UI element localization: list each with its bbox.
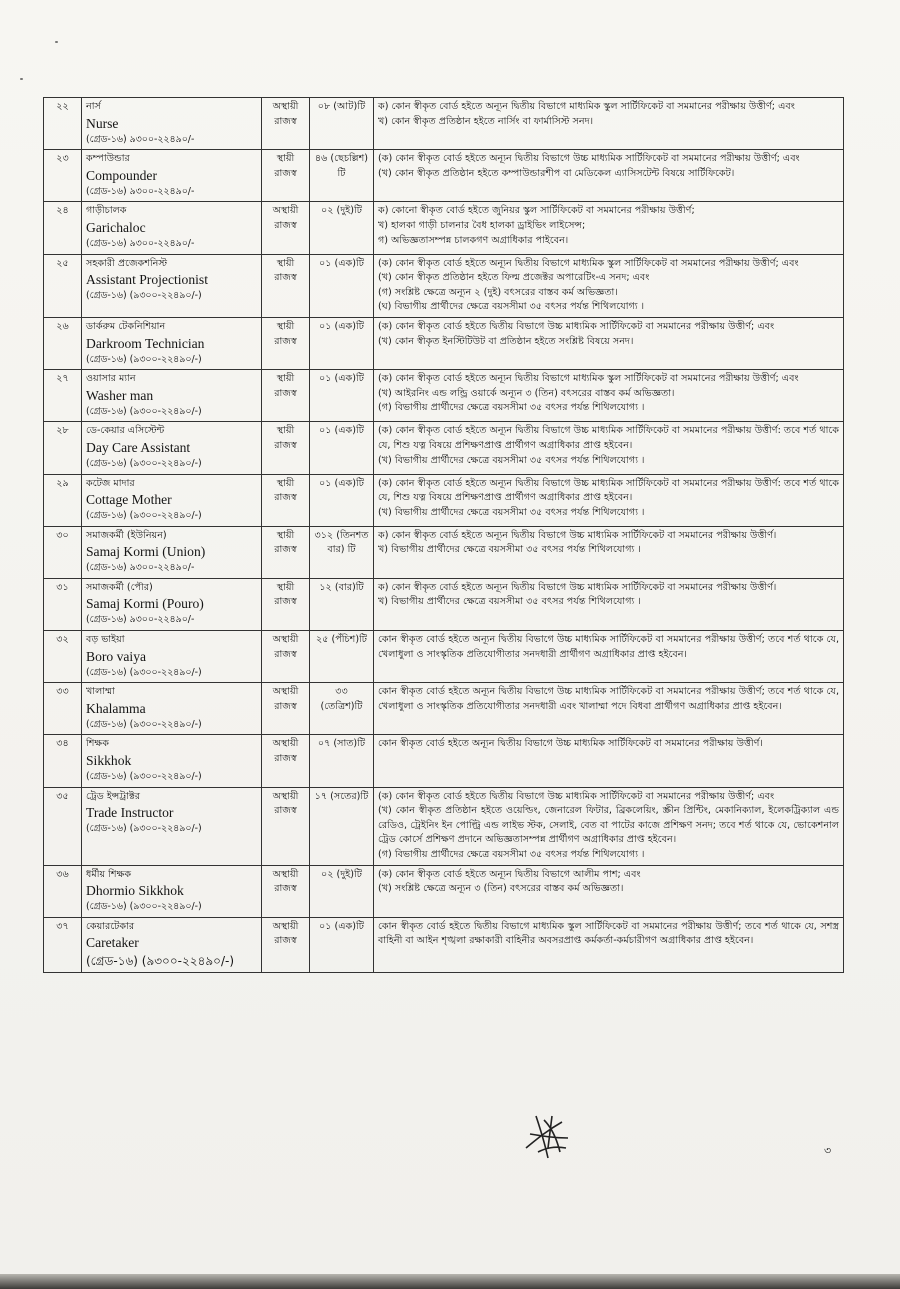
post-name-bangla: কটেজ মাদার — [86, 477, 135, 489]
requirements-cell — [374, 254, 844, 317]
post-type-cell — [262, 526, 310, 578]
post-name-english: Samaj Kormi (Pouro) — [86, 596, 204, 612]
post-count-cell — [310, 150, 374, 202]
post-count-cell — [310, 202, 374, 254]
post-count: ০১ (এক)টি — [319, 373, 364, 385]
requirement-item: (খ) বিভাগীয় প্রার্থীদের ক্ষেত্রে বয়সসীমা ৩৫ বৎসর পর্যন্ত শিথিলযোগ্য । — [378, 506, 645, 518]
requirement-item: (খ) কোন স্বীকৃত প্রতিষ্ঠান হইতে কম্পাউন্ডারশীপ বা মেডিকেল এ্যাসিসটেন্ট বিষয়ে সার্টিফিকেট। — [378, 167, 735, 179]
signature — [518, 1108, 578, 1168]
post-count: ০১ (এক)টি — [319, 320, 364, 332]
requirement-item: (ক) কোন স্বীকৃত বোর্ড হইতে দ্বিতীয় বিভাগে উচ্চ মাধ্যমিক সার্টিফিকেট বা সমমানের পরীক্ষায় উত্তীর্ণ; এবং — [378, 790, 775, 802]
table-row — [44, 787, 844, 865]
requirements-cell — [374, 865, 844, 917]
post-name-english: Garichaloc — [86, 219, 146, 235]
requirements-cell — [374, 422, 844, 474]
post-type: স্থায়ী রাজস্ব — [274, 425, 297, 451]
post-count: ০২ (দুই)টি — [320, 205, 362, 217]
pay-grade: (গ্রেড-১৬) ৯৩০০-২২৪৯০/- — [86, 185, 195, 197]
post-type: স্থায়ী রাজস্ব — [274, 581, 297, 608]
post-name-bangla: গাড়ীচালক — [86, 205, 127, 217]
requirement-item: ক) কোন স্বীকৃত বোর্ড হইতে অন্যূন দ্বিতীয় বিভাগে উচ্চ মাধ্যমিক সার্টিফিকেট বা সমমানের পরীক্ষায় উত্তীর্ণ। — [378, 581, 777, 593]
post-count-cell — [310, 526, 374, 578]
requirement-item: (ঘ) বিভাগীয় প্রার্থীদের ক্ষেত্রে বয়সসীমা ৩৫ বৎসর পর্যন্ত শিথিলযোগ্য । — [378, 301, 645, 313]
post-count: ২৫ (পঁচিশ)টি — [315, 634, 368, 646]
post-type: অস্থায়ী রাজস্ব — [272, 738, 299, 765]
requirement-item: ক) কোন স্বীকৃত বোর্ড হইতে অন্যূন দ্বিতীয় বিভাগে উচ্চ মাধ্যমিক সার্টিফিকেট বা সমমানের পরীক্ষায় উত্তীর্ণ। — [378, 529, 777, 541]
serial-cell — [44, 202, 82, 254]
post-name-bangla: সমাজকর্মী (পৌর) — [86, 581, 153, 593]
serial-cell — [44, 865, 82, 917]
pay-grade: (গ্রেড-১৬) (৯৩০০-২২৪৯০/-) — [86, 405, 202, 417]
serial-number: ২৪ — [56, 205, 69, 217]
requirement-item: ক) কোনো স্বীকৃত বোর্ড হইতে জুনিয়র স্কুল সার্টিফিকেট বা সমমানের পরীক্ষায় উত্তীর্ণ; — [378, 205, 695, 217]
post-name-bangla: বড় ভাইয়া — [86, 634, 125, 646]
post-type-cell — [262, 474, 310, 526]
requirements-cell — [374, 474, 844, 526]
post-cell — [82, 787, 262, 865]
post-type-cell — [262, 150, 310, 202]
post-cell — [82, 526, 262, 578]
serial-cell — [44, 578, 82, 630]
post-cell — [82, 422, 262, 474]
post-type: অস্থায়ী রাজস্ব — [272, 101, 299, 127]
serial-cell — [44, 317, 82, 369]
post-count: ১২ (বার)টি — [319, 581, 364, 593]
serial-number: ৩০ — [56, 529, 69, 541]
post-count: ০১ (এক)টি — [319, 920, 364, 932]
post-name-bangla: ডার্করুম টেকনিশিয়ান — [86, 320, 166, 332]
post-type-cell — [262, 370, 310, 422]
serial-number: ৩৩ — [56, 686, 69, 698]
table-row — [44, 631, 844, 683]
post-type-cell — [262, 631, 310, 683]
requirements-cell — [374, 578, 844, 630]
post-name-bangla: খালাম্মা — [86, 686, 115, 698]
post-type-cell — [262, 422, 310, 474]
serial-cell — [44, 422, 82, 474]
post-type-cell — [262, 787, 310, 865]
requirements-cell — [374, 631, 844, 683]
post-count: ০৭ (সাত)টি — [317, 738, 366, 750]
requirement-item: কোন স্বীকৃত বোর্ড হইতে দ্বিতীয় বিভাগে মাধ্যমিক স্কুল সার্টিফিকেট বা সমমানের পরীক্ষায় উত্তীর্ণ; তবে শর্ত থাকে যে, সশস্ত্র বাহিনী বা আইন শৃঙ্খলা রক্ষাকারী বাহিনীর অবসরপ্রাপ্ত কর্মকর্তা-কর্মচারীগণ অগ্রাধিকার প্রাপ্ত হইবেন। — [378, 920, 839, 947]
requirement-item: (ক) কোন স্বীকৃত বোর্ড হইতে অন্যূন দ্বিতীয় বিভাগে উচ্চ মাধ্যমিক সার্টিফিকেট বা সমমানের পরীক্ষায় উত্তীর্ণ; এবং — [378, 153, 800, 165]
pay-grade: (গ্রেড-১৬) (৯৩০০-২২৪৯০/-) — [86, 510, 202, 522]
table-row — [44, 917, 844, 973]
post-name-english: Dhormio Sikkhok — [86, 883, 184, 899]
post-count-cell — [310, 254, 374, 317]
requirement-item: কোন স্বীকৃত বোর্ড হইতে অন্যূন দ্বিতীয় বিভাগে উচ্চ মাধ্যমিক সার্টিফিকেট বা সমমানের পরীক্ষায় উত্তীর্ণ। — [378, 738, 763, 750]
table-row — [44, 98, 844, 150]
requirement-item: (খ) কোন স্বীকৃত ইনস্টিটিউট বা প্রতিষ্ঠান হইতে সংশ্লিষ্ট বিষয়ে সনদ। — [378, 335, 634, 347]
requirements-cell — [374, 317, 844, 369]
post-type-cell — [262, 254, 310, 317]
serial-cell — [44, 150, 82, 202]
post-type: স্থায়ী রাজস্ব — [274, 257, 297, 284]
serial-number: ২৫ — [56, 257, 69, 269]
page-number: ৩ — [824, 1144, 832, 1157]
requirement-item: (ক) কোন স্বীকৃত বোর্ড হইতে অন্যূন দ্বিতীয় বিভাগে উচ্চ মাধ্যমিক সার্টিফিকেট বা সমমানের পরীক্ষায় উত্তীর্ণ: তবে শর্ত থাকে যে, শিশু যত্ন বিষয়ে প্রশিক্ষণপ্রাপ্ত প্রার্থীগণ অগ্রাধিকার প্রাপ্ত হইবেন। — [378, 477, 839, 504]
table-row — [44, 865, 844, 917]
pay-grade: (গ্রেড-১৬) (৯৩০০-২২৪৯০/-) — [86, 666, 202, 678]
serial-number: ৩৫ — [56, 790, 69, 802]
post-count-cell — [310, 735, 374, 787]
post-count-cell — [310, 917, 374, 973]
post-name-english: Compounder — [86, 167, 157, 183]
post-count: ১৭ (সতের)টি — [314, 790, 369, 802]
table-row — [44, 254, 844, 317]
serial-number: ২৭ — [56, 373, 69, 385]
post-count: ৩১২ (তিনশত বার) টি — [314, 529, 369, 556]
post-cell — [82, 578, 262, 630]
post-cell — [82, 865, 262, 917]
pay-grade: (গ্রেড-১৬) ৯৩০০-২২৪৯০/- — [86, 562, 195, 574]
requirement-item: (ক) কোন স্বীকৃত বোর্ড হইতে অন্যূন দ্বিতীয় বিভাগে মাধ্যমিক স্কুল সার্টিফিকেট বা সমমানের পরীক্ষায় উত্তীর্ণ; এবং — [378, 257, 799, 269]
post-type-cell — [262, 865, 310, 917]
post-type-cell — [262, 317, 310, 369]
post-cell — [82, 317, 262, 369]
table-row — [44, 578, 844, 630]
requirements-cell — [374, 370, 844, 422]
post-type: অস্থায়ী রাজস্ব — [272, 634, 299, 660]
job-requirements-table — [43, 97, 844, 973]
post-name-bangla: ডে-কেয়ার এসিস্টেন্ট — [86, 425, 165, 437]
requirements-cell — [374, 150, 844, 202]
post-cell — [82, 631, 262, 683]
post-name-english: Assistant Projectionist — [86, 272, 208, 288]
post-name-english: Sikkhok — [86, 753, 132, 769]
post-count-cell — [310, 317, 374, 369]
post-count: ৩৩ (তেত্রিশ)টি — [320, 686, 363, 712]
post-count: ৪৬ (ছেচল্লিশ) টি — [314, 153, 369, 179]
post-name-bangla: ট্রেড ইন্সট্রাক্টর — [86, 790, 141, 802]
post-type-cell — [262, 98, 310, 150]
post-cell — [82, 683, 262, 735]
post-cell — [82, 202, 262, 254]
post-name-english: Boro vaiya — [86, 648, 147, 664]
post-type: স্থায়ী রাজস্ব — [274, 320, 297, 347]
post-cell — [82, 254, 262, 317]
serial-number: ২৬ — [56, 320, 69, 332]
table-row — [44, 370, 844, 422]
post-name-english: Khalamma — [86, 700, 146, 716]
post-count: ০৮ (আট)টি — [317, 101, 366, 112]
scan-speck — [55, 41, 58, 43]
post-cell — [82, 150, 262, 202]
post-count: ০১ (এক)টি — [319, 425, 364, 437]
post-type-cell — [262, 917, 310, 973]
serial-number: ২২ — [56, 101, 69, 112]
requirement-item: (ক) কোন স্বীকৃত বোর্ড হইতে অন্যূন দ্বিতীয় বিভাগে আলীম পাশ; এবং — [378, 868, 641, 880]
serial-cell — [44, 631, 82, 683]
requirement-item: (ক) কোন স্বীকৃত বোর্ড হইতে দ্বিতীয় বিভাগে উচ্চ মাধ্যমিক সার্টিফিকেট বা সমমানের পরীক্ষায় উত্তীর্ণ; এবং — [378, 320, 775, 332]
serial-cell — [44, 683, 82, 735]
serial-number: ৩৪ — [56, 738, 69, 750]
post-count-cell — [310, 865, 374, 917]
post-cell — [82, 917, 262, 973]
post-cell — [82, 98, 262, 150]
table-row — [44, 474, 844, 526]
serial-cell — [44, 526, 82, 578]
requirement-item: কোন স্বীকৃত বোর্ড হইতে অন্যূন দ্বিতীয় বিভাগে উচ্চ মাধ্যমিক সার্টিফিকেট বা সমমানের পরীক্ষায় উত্তীর্ণ; তবে শর্ত থাকে যে, খেলাধুলা ও সাংস্কৃতিক প্রতিযোগীতার সনদধারী প্রার্থীগণ অগ্রাধিকার প্রাপ্ত হইবেন। — [378, 634, 839, 660]
pay-grade: (গ্রেড-১৬) (৯৩০০-২২৪৯০/-) — [86, 457, 202, 469]
serial-number: ২৯ — [56, 477, 69, 489]
post-count: ০১ (এক)টি — [319, 477, 364, 489]
scan-edge — [0, 1274, 900, 1289]
post-cell — [82, 370, 262, 422]
serial-cell — [44, 98, 82, 150]
requirement-item: (খ) কোন স্বীকৃত প্রতিষ্ঠান হইতে ওয়েল্ডিং, জেনারেল ফিটার, ব্রিকলেয়িং, স্ক্রীন প্রিন্টিং, মেকানিক্যাল, ইলেকট্রিক্যাল এন্ড রেডিও, ট্রেইনিং ইন পোল্ট্রি এন্ড লাইভ স্টক, সেলাই, বেত বা পাটের কাজে প্রশিক্ষণ সনদ; তবে শর্ত থাকে যে, ভোকেশনাল ট্রেড কোর্সে প্রশিক্ষণ প্রদানে অভিজ্ঞতাসম্পন্ন প্রার্থীগণ অগ্রাধিকার প্রাপ্ত হইবেন। — [378, 805, 839, 846]
requirement-item: (ক) কোন স্বীকৃত বোর্ড হইতে অন্যূন দ্বিতীয় বিভাগে উচ্চ মাধ্যমিক সার্টিফিকেট বা সমমানের পরীক্ষায় উত্তীর্ণ: তবে শর্ত থাকে যে, শিশু যত্ন বিষয়ে প্রশিক্ষণপ্রাপ্ত প্রার্থীগণ অগ্রাধিকার প্রাপ্ত হইবেন। — [378, 425, 839, 451]
post-count: ০২ (দুই)টি — [320, 868, 362, 880]
requirement-item: খ) বিভাগীয় প্রার্থীদের ক্ষেত্রে বয়সসীমা ৩৫ বৎসর পর্যন্ত শিথিলযোগ্য । — [378, 544, 641, 556]
serial-number: ৩৬ — [56, 868, 69, 880]
table-row — [44, 202, 844, 254]
post-type-cell — [262, 735, 310, 787]
requirement-item: খ) হালকা গাড়ী চালনার বৈধ হালকা ড্রাইভিং লাইসেন্স; — [378, 219, 586, 231]
requirement-item: (খ) বিভাগীয় প্রার্থীদের ক্ষেত্রে বয়সসীমা ৩৫ বৎসর পর্যন্ত শিথিলযোগ্য । — [378, 454, 645, 466]
post-name-bangla: সহকারী প্রজেকশনিস্ট — [86, 257, 168, 269]
post-name-bangla: ধর্মীয় শিক্ষক — [86, 868, 132, 880]
requirement-item: (খ) সংশ্লিষ্ট ক্ষেত্রে অন্যূন ৩ (তিন) বৎসরের বাস্তব কর্ম অভিজ্ঞতা। — [378, 883, 624, 895]
requirement-item: খ) বিভাগীয় প্রার্থীদের ক্ষেত্রে বয়সসীমা ৩৫ বৎসর পর্যন্ত শিথিলযোগ্য । — [378, 596, 641, 608]
post-count-cell — [310, 422, 374, 474]
post-type: স্থায়ী রাজস্ব — [274, 373, 297, 399]
requirements-cell — [374, 683, 844, 735]
serial-cell — [44, 735, 82, 787]
post-name-english: Darkroom Technician — [86, 335, 205, 351]
pay-grade: (গ্রেড-১৬) (৯৩০০-২২৪৯০/-) — [86, 901, 202, 913]
pay-grade: (গ্রেড-১৬) ৯৩০০-২২৪৯০/- — [86, 614, 195, 626]
post-name-bangla: নার্স — [86, 101, 101, 112]
requirement-item: গ) অভিজ্ঞতাসম্পন্ন চালকগণ অগ্রাধিকার পাইবেন। — [378, 234, 569, 246]
pay-grade: (গ্রেড-১৬) ৯৩০০-২২৪৯০/- — [86, 237, 195, 249]
requirement-item: (ক) কোন স্বীকৃত বোর্ড হইতে অন্যূন দ্বিতীয় বিভাগে মাধ্যমিক স্কুল সার্টিফিকেট বা সমমানের পরীক্ষায় উত্তীর্ণ; এবং — [378, 373, 799, 385]
post-name-bangla: কেয়ারটেকার — [86, 920, 135, 932]
pay-grade: (গ্রেড-১৬) (৯৩০০-২২৪৯০/-) — [86, 718, 202, 730]
post-name-english: Cottage Mother — [86, 492, 172, 508]
table-row — [44, 526, 844, 578]
pay-grade: (গ্রেড-১৬) (৯৩০০-২২৪৯০/-) — [86, 823, 202, 835]
post-type: অস্থায়ী রাজস্ব — [272, 868, 299, 895]
requirements-cell — [374, 202, 844, 254]
serial-cell — [44, 917, 82, 973]
post-name-bangla: শিক্ষক — [86, 738, 109, 750]
post-count-cell — [310, 787, 374, 865]
requirement-item: (গ) বিভাগীয় প্রার্থীদের ক্ষেত্রে বয়সসীমা ৩৫ বৎসর পর্যন্ত শিথিলযোগ্য । — [378, 849, 645, 860]
post-type: স্থায়ী রাজস্ব — [274, 153, 297, 179]
post-name-english: Washer man — [86, 387, 154, 403]
post-type-cell — [262, 683, 310, 735]
requirements-cell — [374, 917, 844, 973]
requirement-item: (খ) কোন স্বীকৃত প্রতিষ্ঠান হইতে ফিল্ম প্রজেক্টর অপারেটিং-এ সনদ; এবং — [378, 272, 650, 284]
post-count-cell — [310, 683, 374, 735]
post-count-cell — [310, 631, 374, 683]
post-count-cell — [310, 578, 374, 630]
post-name-bangla: কম্পাউন্ডার — [86, 153, 130, 165]
requirement-item: (খ) আইরনিং এন্ড লন্ড্রি ওয়ার্কে অন্যূন ৩ (তিন) বৎসরের বাস্তব কর্ম অভিজ্ঞতা। — [378, 387, 675, 399]
table-row — [44, 683, 844, 735]
serial-cell — [44, 254, 82, 317]
post-type: অস্থায়ী রাজস্ব — [272, 920, 299, 947]
post-count-cell — [310, 370, 374, 422]
requirement-item: ক) কোন স্বীকৃত বোর্ড হইতে অন্যূন দ্বিতীয় বিভাগে মাধ্যমিক স্কুল সার্টিফিকেট বা সমমানের পরীক্ষায় উত্তীর্ণ; এবং — [378, 101, 795, 112]
post-type: অস্থায়ী রাজস্ব — [272, 205, 299, 231]
requirements-cell — [374, 735, 844, 787]
requirement-item: কোন স্বীকৃত বোর্ড হইতে অন্যূন দ্বিতীয় বিভাগে উচ্চ মাধ্যমিক সার্টিফিকেট বা সমমানের পরীক্ষায় উত্তীর্ণ; তবে শর্ত থাকে যে, খেলাধুলা ও সাংস্কৃতিক প্রতিযোগীতার সনদধারী এবং খালাম্মা পদে বিধবা প্রার্থীগণ অগ্রাধিকার প্রাপ্ত হইবেন। — [378, 686, 839, 712]
pay-grade: (গ্রেড-১৬) (৯৩০০-২২৪৯০/-) — [86, 290, 202, 302]
post-count-cell — [310, 474, 374, 526]
post-cell — [82, 735, 262, 787]
requirement-item: (গ) সংশ্লিষ্ট ক্ষেত্রে অন্যূন ২ (দুই) বৎসরের বাস্তব কর্ম অভিজ্ঞতা। — [378, 286, 618, 298]
table-row — [44, 150, 844, 202]
requirement-item: (গ) বিভাগীয় প্রার্থীদের ক্ষেত্রে বয়সসীমা ৩৫ বৎসর পর্যন্ত শিথিলযোগ্য । — [378, 402, 645, 414]
requirements-cell — [374, 98, 844, 150]
pay-grade: (গ্রেড-১৬) (৯৩০০-২২৪৯০/-) — [86, 954, 235, 969]
requirements-cell — [374, 787, 844, 865]
post-type-cell — [262, 578, 310, 630]
pay-grade: (গ্রেড-১৬) (৯৩০০-২২৪৯০/-) — [86, 353, 202, 365]
table-row — [44, 422, 844, 474]
table-row — [44, 317, 844, 369]
serial-cell — [44, 787, 82, 865]
table-row — [44, 735, 844, 787]
post-name-english: Nurse — [86, 115, 119, 131]
serial-number: ২৩ — [56, 153, 69, 165]
post-name-bangla: ওয়াসার ম্যান — [86, 373, 136, 385]
post-type: স্থায়ী রাজস্ব — [274, 529, 297, 556]
pay-grade: (গ্রেড-১৬) ৯৩০০-২২৪৯০/- — [86, 133, 195, 145]
serial-cell — [44, 370, 82, 422]
post-count-cell — [310, 98, 374, 150]
pay-grade: (গ্রেড-১৬) (৯৩০০-২২৪৯০/-) — [86, 771, 202, 783]
post-count: ০১ (এক)টি — [319, 257, 364, 269]
post-cell — [82, 474, 262, 526]
post-name-english: Day Care Assistant — [86, 439, 191, 455]
serial-number: ৩২ — [56, 634, 69, 646]
scan-speck — [20, 78, 23, 80]
serial-number: ৩১ — [56, 581, 69, 593]
post-type: স্থায়ী রাজস্ব — [274, 477, 297, 504]
requirement-item: খ) কোন স্বীকৃত প্রতিষ্ঠান হইতে নার্সিং বা ফার্মাসিস্ট সনদ। — [378, 115, 594, 127]
post-name-english: Caretaker — [86, 935, 139, 951]
requirements-cell — [374, 526, 844, 578]
post-type: অস্থায়ী রাজস্ব — [272, 790, 299, 817]
serial-number: ২৮ — [56, 425, 69, 437]
post-name-english: Trade Instructor — [86, 805, 174, 821]
post-name-english: Samaj Kormi (Union) — [86, 544, 206, 560]
serial-number: ৩৭ — [56, 920, 69, 932]
post-type-cell — [262, 202, 310, 254]
serial-cell — [44, 474, 82, 526]
post-type: অস্থায়ী রাজস্ব — [272, 686, 299, 712]
post-name-bangla: সমাজকর্মী (ইউনিয়ন) — [86, 529, 167, 541]
